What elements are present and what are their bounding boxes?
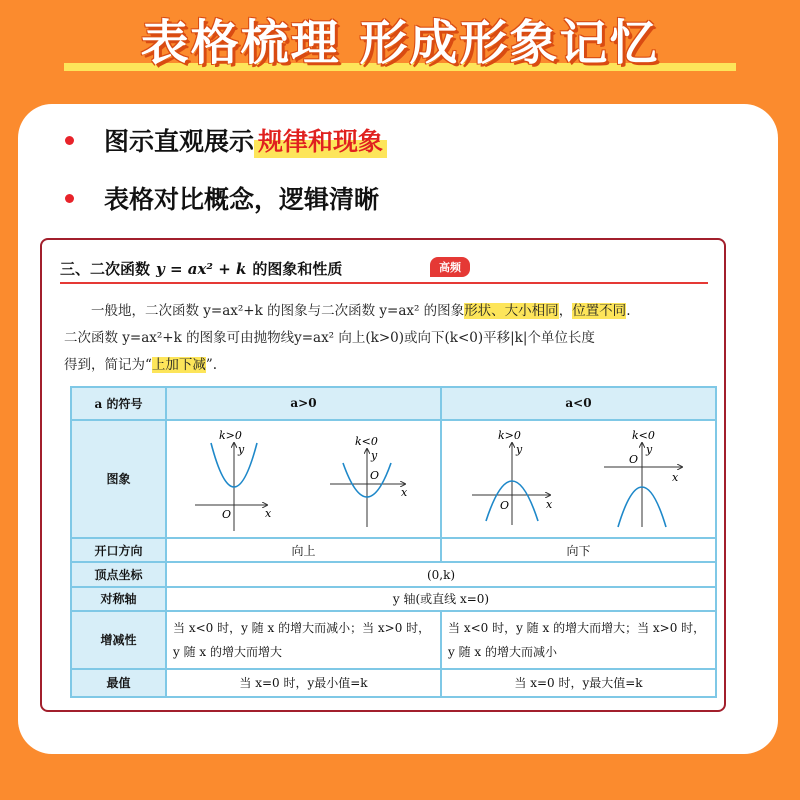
para-line3: 得到，简记为“ <box>64 357 152 373</box>
table-row <box>71 611 716 669</box>
table-row-graph <box>71 420 716 539</box>
row-label-axis: 对称轴 <box>71 587 166 611</box>
label-x: x <box>401 486 408 500</box>
label-origin: O <box>370 469 380 483</box>
row-label-opening: 开口方向 <box>71 538 166 562</box>
bullet-1-highlight: 规律和现象 <box>254 122 387 158</box>
header-sign: a 的符号 <box>71 387 166 420</box>
frequency-tag: 高频 <box>430 257 470 277</box>
extreme-positive: 当 x=0 时，y最小值=k <box>166 669 441 697</box>
para-line1-end: . <box>626 303 631 319</box>
content-card <box>18 104 778 754</box>
label-k-positive: k>0 <box>498 429 521 443</box>
section-divider <box>60 282 708 284</box>
label-k-negative: k<0 <box>355 435 378 449</box>
banner-title: 表格梳理 形成形象记忆 <box>140 15 660 71</box>
para-line2: 二次函数 y=ax²+k 的图象可由抛物线y=ax² 向上(k>0)或向下(k<0)平移|k|个单位长度 <box>64 330 595 346</box>
label-k-negative: k<0 <box>632 429 655 443</box>
table-row <box>71 538 716 562</box>
label-x: x <box>265 507 272 521</box>
label-origin: O <box>222 508 232 522</box>
section-suffix: 的图象和性质 <box>252 260 343 278</box>
para-highlight-rule: 上加下减 <box>151 357 206 373</box>
monotonicity-negative: 当 x<0 时，y 随 x 的增大而增大；当 x>0 时，y 随 x 的增大而减小 <box>441 611 716 669</box>
para-highlight-shape: 形状、大小相同 <box>464 303 559 319</box>
label-y: y <box>371 449 378 463</box>
label-origin: O <box>500 499 510 513</box>
header-a-negative: a<0 <box>441 387 716 420</box>
bullet-2-text: 表格对比概念，逻辑清晰 <box>104 185 380 214</box>
label-y: y <box>646 443 653 457</box>
parabola-down-graphs <box>442 423 713 534</box>
section-title <box>60 258 488 279</box>
properties-table <box>70 386 717 698</box>
bullet-2 <box>63 178 379 218</box>
para-sep: ， <box>558 303 573 319</box>
axis-value: y 轴(或直线 x=0) <box>166 587 716 611</box>
bullet-1-text: 图示直观展示 <box>104 127 255 156</box>
label-y: y <box>238 443 245 457</box>
para-line3-end: ”. <box>205 357 218 373</box>
graphs-a-negative <box>441 420 716 539</box>
row-label-vertex: 顶点坐标 <box>71 562 166 586</box>
label-y: y <box>516 443 523 457</box>
row-label-graph: 图象 <box>71 420 166 539</box>
intro-paragraph <box>64 298 714 379</box>
vertex-value: (0,k) <box>166 562 716 586</box>
table-header-row <box>71 387 716 420</box>
textbook-excerpt <box>40 238 726 712</box>
table-row <box>71 587 716 611</box>
table-row <box>71 562 716 586</box>
banner <box>0 0 800 92</box>
graphs-a-positive <box>166 420 441 539</box>
para-line1: 一般地，二次函数 y=ax²+k 的图象与二次函数 y=ax² 的图象 <box>91 303 465 319</box>
parabola-up-graphs <box>167 423 438 534</box>
label-origin: O <box>629 453 639 467</box>
header-a-positive: a>0 <box>166 387 441 420</box>
para-highlight-position: 位置不同 <box>572 303 627 319</box>
bullet-dot-icon <box>65 194 74 203</box>
opening-positive: 向上 <box>166 538 441 562</box>
row-label-extreme: 最值 <box>71 669 166 697</box>
label-x: x <box>672 471 679 485</box>
table-row <box>71 669 716 697</box>
monotonicity-positive: 当 x<0 时，y 随 x 的增大而减小；当 x>0 时，y 随 x 的增大而增大 <box>166 611 441 669</box>
label-k-positive: k>0 <box>219 429 242 443</box>
row-label-monotonicity: 增减性 <box>71 611 166 669</box>
opening-negative: 向下 <box>441 538 716 562</box>
section-prefix: 三、二次函数 <box>60 260 151 278</box>
bullet-1 <box>63 120 387 160</box>
section-formula: y = ax² + k <box>156 259 247 278</box>
label-x: x <box>546 498 553 512</box>
extreme-negative: 当 x=0 时，y最大值=k <box>441 669 716 697</box>
bullet-dot-icon <box>65 136 74 145</box>
